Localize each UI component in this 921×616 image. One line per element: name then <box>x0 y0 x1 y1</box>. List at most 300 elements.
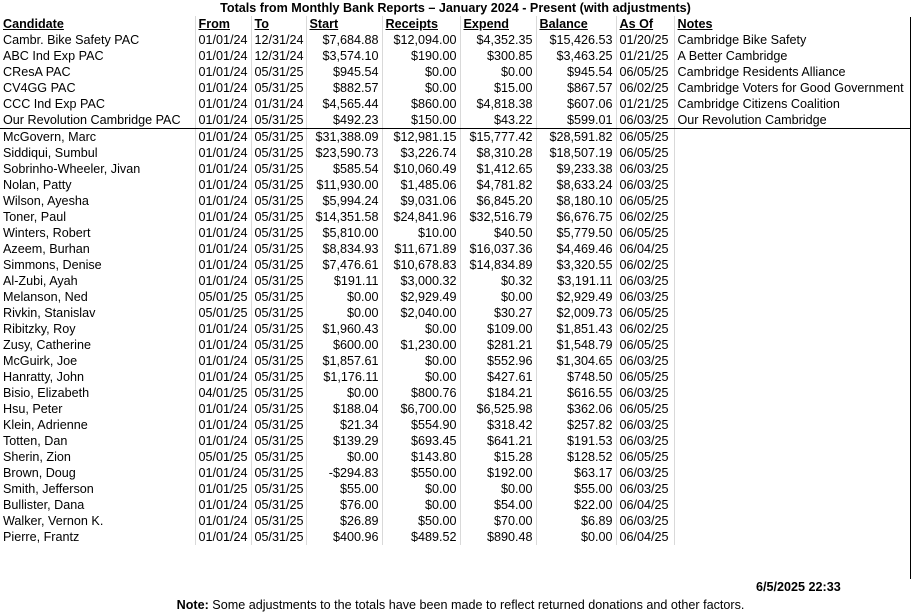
cell-to: 05/31/25 <box>251 64 306 80</box>
cell-balance: $8,180.10 <box>536 193 616 209</box>
cell-as-of: 06/03/25 <box>616 177 674 193</box>
cell-receipts: $489.52 <box>382 529 460 545</box>
cell-receipts: $693.45 <box>382 433 460 449</box>
cell-balance: $2,009.73 <box>536 305 616 321</box>
cell-expend: $1,412.65 <box>460 161 536 177</box>
cell-from: 01/01/24 <box>195 112 251 129</box>
cell-from: 01/01/24 <box>195 497 251 513</box>
cell-start: $31,388.09 <box>306 129 382 146</box>
cell-balance: $6.89 <box>536 513 616 529</box>
table-row <box>0 209 911 225</box>
header-start: Start <box>306 16 382 32</box>
cell-start: $0.00 <box>306 449 382 465</box>
cell-notes <box>674 385 911 401</box>
cell-notes <box>674 209 911 225</box>
cell-expend: $0.00 <box>460 289 536 305</box>
cell-notes <box>674 305 911 321</box>
cell-balance: $607.06 <box>536 96 616 112</box>
cell-expend: $300.85 <box>460 48 536 64</box>
table-row <box>0 337 911 353</box>
cell-receipts: $11,671.89 <box>382 241 460 257</box>
table-row <box>0 32 911 48</box>
cell-as-of: 06/04/25 <box>616 529 674 545</box>
cell-expend: $15,777.42 <box>460 129 536 146</box>
cell-candidate: Pierre, Frantz <box>0 529 195 545</box>
cell-as-of: 06/03/25 <box>616 385 674 401</box>
cell-expend: $15.28 <box>460 449 536 465</box>
table-row <box>0 449 911 465</box>
cell-receipts: $860.00 <box>382 96 460 112</box>
cell-candidate: Simmons, Denise <box>0 257 195 273</box>
cell-from: 01/01/24 <box>195 32 251 48</box>
cell-candidate: Our Revolution Cambridge PAC <box>0 112 195 129</box>
cell-from: 01/01/24 <box>195 48 251 64</box>
table-row <box>0 96 911 112</box>
cell-start: $5,810.00 <box>306 225 382 241</box>
cell-start: $11,930.00 <box>306 177 382 193</box>
cell-notes <box>674 433 911 449</box>
cell-to: 05/31/25 <box>251 257 306 273</box>
cell-from: 01/01/24 <box>195 257 251 273</box>
cell-balance: $945.54 <box>536 64 616 80</box>
cell-as-of: 06/05/25 <box>616 64 674 80</box>
cell-as-of: 01/20/25 <box>616 32 674 48</box>
cell-from: 01/01/24 <box>195 433 251 449</box>
cell-balance: $0.00 <box>536 529 616 545</box>
cell-notes <box>674 129 911 146</box>
cell-to: 05/31/25 <box>251 449 306 465</box>
cell-receipts: $0.00 <box>382 80 460 96</box>
cell-candidate: Hanratty, John <box>0 369 195 385</box>
cell-balance: $616.55 <box>536 385 616 401</box>
note-label: Note: <box>176 598 209 612</box>
cell-notes <box>674 417 911 433</box>
cell-to: 05/31/25 <box>251 433 306 449</box>
cell-receipts: $9,031.06 <box>382 193 460 209</box>
cell-start: $8,834.93 <box>306 241 382 257</box>
cell-receipts: $554.90 <box>382 417 460 433</box>
cell-as-of: 06/04/25 <box>616 241 674 257</box>
cell-to: 12/31/24 <box>251 32 306 48</box>
cell-from: 01/01/24 <box>195 353 251 369</box>
cell-receipts: $3,226.74 <box>382 145 460 161</box>
cell-expend: $281.21 <box>460 337 536 353</box>
cell-balance: $867.57 <box>536 80 616 96</box>
cell-notes <box>674 369 911 385</box>
cell-candidate: Totten, Dan <box>0 433 195 449</box>
cell-expend: $641.21 <box>460 433 536 449</box>
footer-note <box>0 598 921 612</box>
cell-from: 01/01/24 <box>195 209 251 225</box>
cell-notes: Cambridge Citizens Coalition <box>677 97 840 111</box>
cell-as-of: 06/02/25 <box>616 321 674 337</box>
cell-notes <box>674 353 911 369</box>
cell-notes: Cambridge Bike Safety <box>677 33 807 47</box>
table-row <box>0 305 911 321</box>
cell-expend: $4,818.38 <box>460 96 536 112</box>
table-row <box>0 401 911 417</box>
cell-as-of: 06/03/25 <box>616 273 674 289</box>
cell-balance: $5,779.50 <box>536 225 616 241</box>
cell-notes <box>674 225 911 241</box>
table-row <box>0 385 911 401</box>
table-row <box>0 369 911 385</box>
cell-notes <box>674 177 911 193</box>
cell-to: 05/31/25 <box>251 289 306 305</box>
cell-balance: $55.00 <box>536 481 616 497</box>
cell-notes <box>674 449 911 465</box>
cell-receipts: $143.80 <box>382 449 460 465</box>
cell-to: 05/31/25 <box>251 417 306 433</box>
cell-balance: $2,929.49 <box>536 289 616 305</box>
cell-to: 05/31/25 <box>251 321 306 337</box>
cell-start: $600.00 <box>306 337 382 353</box>
cell-from: 05/01/25 <box>195 305 251 321</box>
cell-as-of: 06/02/25 <box>616 257 674 273</box>
cell-candidate: CResA PAC <box>0 64 195 80</box>
cell-start: $14,351.58 <box>306 209 382 225</box>
cell-notes <box>674 513 911 529</box>
cell-start: $0.00 <box>306 305 382 321</box>
cell-from: 01/01/24 <box>195 321 251 337</box>
cell-from: 01/01/24 <box>195 64 251 80</box>
cell-expend: $54.00 <box>460 497 536 513</box>
table-row <box>0 80 911 96</box>
cell-expend: $16,037.36 <box>460 241 536 257</box>
header-balance: Balance <box>536 16 616 32</box>
cell-expend: $32,516.79 <box>460 209 536 225</box>
cell-balance: $18,507.19 <box>536 145 616 161</box>
cell-to: 05/31/25 <box>251 241 306 257</box>
cell-to: 05/31/25 <box>251 177 306 193</box>
cell-as-of: 06/03/25 <box>616 465 674 481</box>
table-right-border <box>910 17 911 579</box>
cell-notes: A Better Cambridge <box>677 49 788 63</box>
cell-expend: $15.00 <box>460 80 536 96</box>
cell-from: 05/01/25 <box>195 449 251 465</box>
cell-receipts: $800.76 <box>382 385 460 401</box>
cell-to: 05/31/25 <box>251 337 306 353</box>
cell-from: 01/01/24 <box>195 177 251 193</box>
cell-start: $585.54 <box>306 161 382 177</box>
report-timestamp: 6/5/2025 22:33 <box>756 580 841 594</box>
cell-start: $188.04 <box>306 401 382 417</box>
cell-as-of: 06/05/25 <box>616 145 674 161</box>
cell-as-of: 06/02/25 <box>616 209 674 225</box>
table-row <box>0 433 911 449</box>
cell-receipts: $10.00 <box>382 225 460 241</box>
header-to: To <box>251 16 306 32</box>
cell-receipts: $24,841.96 <box>382 209 460 225</box>
table-row <box>0 177 911 193</box>
cell-from: 01/01/24 <box>195 145 251 161</box>
table-row <box>0 497 911 513</box>
cell-expend: $0.00 <box>460 64 536 80</box>
cell-to: 05/31/25 <box>251 369 306 385</box>
cell-from: 01/01/24 <box>195 513 251 529</box>
cell-candidate: Azeem, Burhan <box>0 241 195 257</box>
table-row <box>0 48 911 64</box>
cell-start: $0.00 <box>306 385 382 401</box>
cell-notes <box>674 497 911 513</box>
cell-start: $55.00 <box>306 481 382 497</box>
cell-from: 01/01/24 <box>195 273 251 289</box>
cell-notes <box>674 289 911 305</box>
header-from: From <box>195 16 251 32</box>
table-row <box>0 257 911 273</box>
cell-start: $4,565.44 <box>306 96 382 112</box>
cell-expend: $6,845.20 <box>460 193 536 209</box>
cell-receipts: $1,230.00 <box>382 337 460 353</box>
cell-to: 05/31/25 <box>251 129 306 146</box>
cell-receipts: $0.00 <box>382 321 460 337</box>
cell-receipts: $0.00 <box>382 369 460 385</box>
cell-candidate: Melanson, Ned <box>0 289 195 305</box>
cell-balance: $6,676.75 <box>536 209 616 225</box>
cell-receipts: $12,094.00 <box>382 32 460 48</box>
cell-balance: $3,320.55 <box>536 257 616 273</box>
table-row <box>0 273 911 289</box>
cell-as-of: 06/05/25 <box>616 369 674 385</box>
cell-as-of: 06/03/25 <box>616 433 674 449</box>
cell-from: 04/01/25 <box>195 385 251 401</box>
table-row <box>0 64 911 80</box>
cell-receipts: $1,485.06 <box>382 177 460 193</box>
cell-from: 01/01/24 <box>195 465 251 481</box>
cell-notes <box>674 193 911 209</box>
header-expend: Expend <box>460 16 536 32</box>
cell-from: 01/01/24 <box>195 529 251 545</box>
cell-receipts: $190.00 <box>382 48 460 64</box>
cell-from: 01/01/24 <box>195 96 251 112</box>
table-row <box>0 289 911 305</box>
cell-from: 05/01/25 <box>195 289 251 305</box>
cell-balance: $8,633.24 <box>536 177 616 193</box>
cell-expend: $0.00 <box>460 481 536 497</box>
cell-balance: $257.82 <box>536 417 616 433</box>
cell-as-of: 06/05/25 <box>616 449 674 465</box>
cell-to: 05/31/25 <box>251 145 306 161</box>
cell-from: 01/01/24 <box>195 417 251 433</box>
cell-to: 05/31/25 <box>251 161 306 177</box>
cell-as-of: 06/02/25 <box>616 80 674 96</box>
cell-as-of: 06/03/25 <box>616 112 674 129</box>
cell-as-of: 06/03/25 <box>616 513 674 529</box>
cell-as-of: 06/03/25 <box>616 481 674 497</box>
table-row <box>0 465 911 481</box>
cell-expend: $30.27 <box>460 305 536 321</box>
cell-receipts: $10,678.83 <box>382 257 460 273</box>
cell-balance: $599.01 <box>536 112 616 129</box>
cell-start: $0.00 <box>306 289 382 305</box>
cell-to: 05/31/25 <box>251 193 306 209</box>
cell-start: $191.11 <box>306 273 382 289</box>
cell-balance: $9,233.38 <box>536 161 616 177</box>
header-row <box>0 16 911 32</box>
cell-receipts: $2,929.49 <box>382 289 460 305</box>
cell-to: 05/31/25 <box>251 80 306 96</box>
cell-balance: $128.52 <box>536 449 616 465</box>
cell-balance: $1,548.79 <box>536 337 616 353</box>
cell-start: $492.23 <box>306 112 382 129</box>
cell-as-of: 06/03/25 <box>616 161 674 177</box>
cell-candidate: Rivkin, Stanislav <box>0 305 195 321</box>
cell-to: 05/31/25 <box>251 401 306 417</box>
cell-expend: $8,310.28 <box>460 145 536 161</box>
cell-candidate: ABC Ind Exp PAC <box>0 48 195 64</box>
cell-receipts: $10,060.49 <box>382 161 460 177</box>
cell-candidate: Walker, Vernon K. <box>0 513 195 529</box>
cell-as-of: 06/05/25 <box>616 129 674 146</box>
cell-notes <box>674 145 911 161</box>
cell-start: $400.96 <box>306 529 382 545</box>
cell-from: 01/01/24 <box>195 80 251 96</box>
cell-from: 01/01/24 <box>195 401 251 417</box>
cell-candidate: McGuirk, Joe <box>0 353 195 369</box>
cell-to: 05/31/25 <box>251 481 306 497</box>
cell-notes <box>674 481 911 497</box>
cell-candidate: McGovern, Marc <box>0 129 195 146</box>
cell-balance: $748.50 <box>536 369 616 385</box>
cell-start: $945.54 <box>306 64 382 80</box>
cell-notes <box>674 321 911 337</box>
cell-to: 05/31/25 <box>251 209 306 225</box>
cell-expend: $40.50 <box>460 225 536 241</box>
cell-expend: $4,352.35 <box>460 32 536 48</box>
table-row <box>0 145 911 161</box>
cell-notes: Our Revolution Cambridge <box>674 112 911 129</box>
cell-to: 05/31/25 <box>251 273 306 289</box>
cell-receipts: $6,700.00 <box>382 401 460 417</box>
cell-expend: $109.00 <box>460 321 536 337</box>
cell-as-of: 06/03/25 <box>616 289 674 305</box>
cell-candidate: Smith, Jefferson <box>0 481 195 497</box>
table-row <box>0 417 911 433</box>
table-row <box>0 481 911 497</box>
cell-balance: $1,304.65 <box>536 353 616 369</box>
cell-candidate: Siddiqui, Sumbul <box>0 145 195 161</box>
cell-candidate: Nolan, Patty <box>0 177 195 193</box>
cell-notes <box>674 161 911 177</box>
cell-as-of: 06/05/25 <box>616 225 674 241</box>
cell-expend: $184.21 <box>460 385 536 401</box>
cell-as-of: 01/21/25 <box>616 96 674 112</box>
cell-expend: $427.61 <box>460 369 536 385</box>
table-row <box>0 241 911 257</box>
table-row <box>0 513 911 529</box>
cell-candidate: Bisio, Elizabeth <box>0 385 195 401</box>
cell-candidate: CCC Ind Exp PAC <box>0 96 195 112</box>
cell-from: 01/01/24 <box>195 193 251 209</box>
cell-notes <box>674 273 911 289</box>
cell-start: $3,574.10 <box>306 48 382 64</box>
cell-receipts: $50.00 <box>382 513 460 529</box>
cell-as-of: 06/03/25 <box>616 417 674 433</box>
cell-from: 01/01/24 <box>195 225 251 241</box>
cell-expend: $6,525.98 <box>460 401 536 417</box>
cell-notes <box>674 465 911 481</box>
cell-balance: $4,469.46 <box>536 241 616 257</box>
cell-to: 05/31/25 <box>251 225 306 241</box>
cell-expend: $14,834.89 <box>460 257 536 273</box>
cell-notes <box>674 257 911 273</box>
cell-receipts: $0.00 <box>382 481 460 497</box>
cell-candidate: Brown, Doug <box>0 465 195 481</box>
header-receipts: Receipts <box>382 16 460 32</box>
cell-notes: Cambridge Residents Alliance <box>677 65 846 79</box>
table-row <box>0 353 911 369</box>
cell-to: 05/31/25 <box>251 305 306 321</box>
cell-receipts: $2,040.00 <box>382 305 460 321</box>
cell-start: $7,476.61 <box>306 257 382 273</box>
cell-start: $26.89 <box>306 513 382 529</box>
cell-candidate: Bullister, Dana <box>0 497 195 513</box>
cell-balance: $15,426.53 <box>536 32 616 48</box>
cell-start: -$294.83 <box>306 465 382 481</box>
cell-to: 05/31/25 <box>251 465 306 481</box>
cell-start: $21.34 <box>306 417 382 433</box>
table-row <box>0 321 911 337</box>
cell-notes <box>674 337 911 353</box>
report-title: Totals from Monthly Bank Reports – January 2024 - Present (with adjustments) <box>220 1 691 15</box>
cell-to: 01/31/24 <box>251 96 306 112</box>
cell-as-of: 06/05/25 <box>616 193 674 209</box>
cell-expend: $192.00 <box>460 465 536 481</box>
cell-to: 05/31/25 <box>251 513 306 529</box>
cell-to: 05/31/25 <box>251 112 306 129</box>
cell-from: 01/01/24 <box>195 337 251 353</box>
cell-expend: $43.22 <box>460 112 536 129</box>
cell-start: $1,960.43 <box>306 321 382 337</box>
cell-expend: $4,781.82 <box>460 177 536 193</box>
cell-receipts: $550.00 <box>382 465 460 481</box>
cell-candidate: CV4GG PAC <box>0 80 195 96</box>
cell-balance: $1,851.43 <box>536 321 616 337</box>
cell-from: 01/01/24 <box>195 369 251 385</box>
cell-as-of: 01/21/25 <box>616 48 674 64</box>
cell-notes: Cambridge Voters for Good Government <box>677 81 904 95</box>
cell-notes <box>674 401 911 417</box>
cell-candidate: Winters, Robert <box>0 225 195 241</box>
cell-balance: $63.17 <box>536 465 616 481</box>
cell-notes <box>674 241 911 257</box>
cell-candidate: Sobrinho-Wheeler, Jivan <box>0 161 195 177</box>
cell-from: 01/01/24 <box>195 161 251 177</box>
cell-expend: $890.48 <box>460 529 536 545</box>
cell-candidate: Toner, Paul <box>0 209 195 225</box>
cell-expend: $70.00 <box>460 513 536 529</box>
header-candidate: Candidate <box>0 16 195 32</box>
cell-expend: $318.42 <box>460 417 536 433</box>
cell-candidate: Cambr. Bike Safety PAC <box>0 32 195 48</box>
cell-as-of: 06/04/25 <box>616 497 674 513</box>
cell-start: $5,994.24 <box>306 193 382 209</box>
cell-to: 12/31/24 <box>251 48 306 64</box>
cell-from: 01/01/24 <box>195 129 251 146</box>
cell-balance: $3,191.11 <box>536 273 616 289</box>
table-row <box>0 161 911 177</box>
cell-receipts: $12,981.15 <box>382 129 460 146</box>
cell-as-of: 06/05/25 <box>616 305 674 321</box>
table-row <box>0 112 911 129</box>
cell-as-of: 06/05/25 <box>616 337 674 353</box>
cell-balance: $28,591.82 <box>536 129 616 146</box>
cell-start: $76.00 <box>306 497 382 513</box>
cell-candidate: Sherin, Zion <box>0 449 195 465</box>
header-notes: Notes <box>677 17 713 31</box>
cell-balance: $22.00 <box>536 497 616 513</box>
table-row <box>0 193 911 209</box>
